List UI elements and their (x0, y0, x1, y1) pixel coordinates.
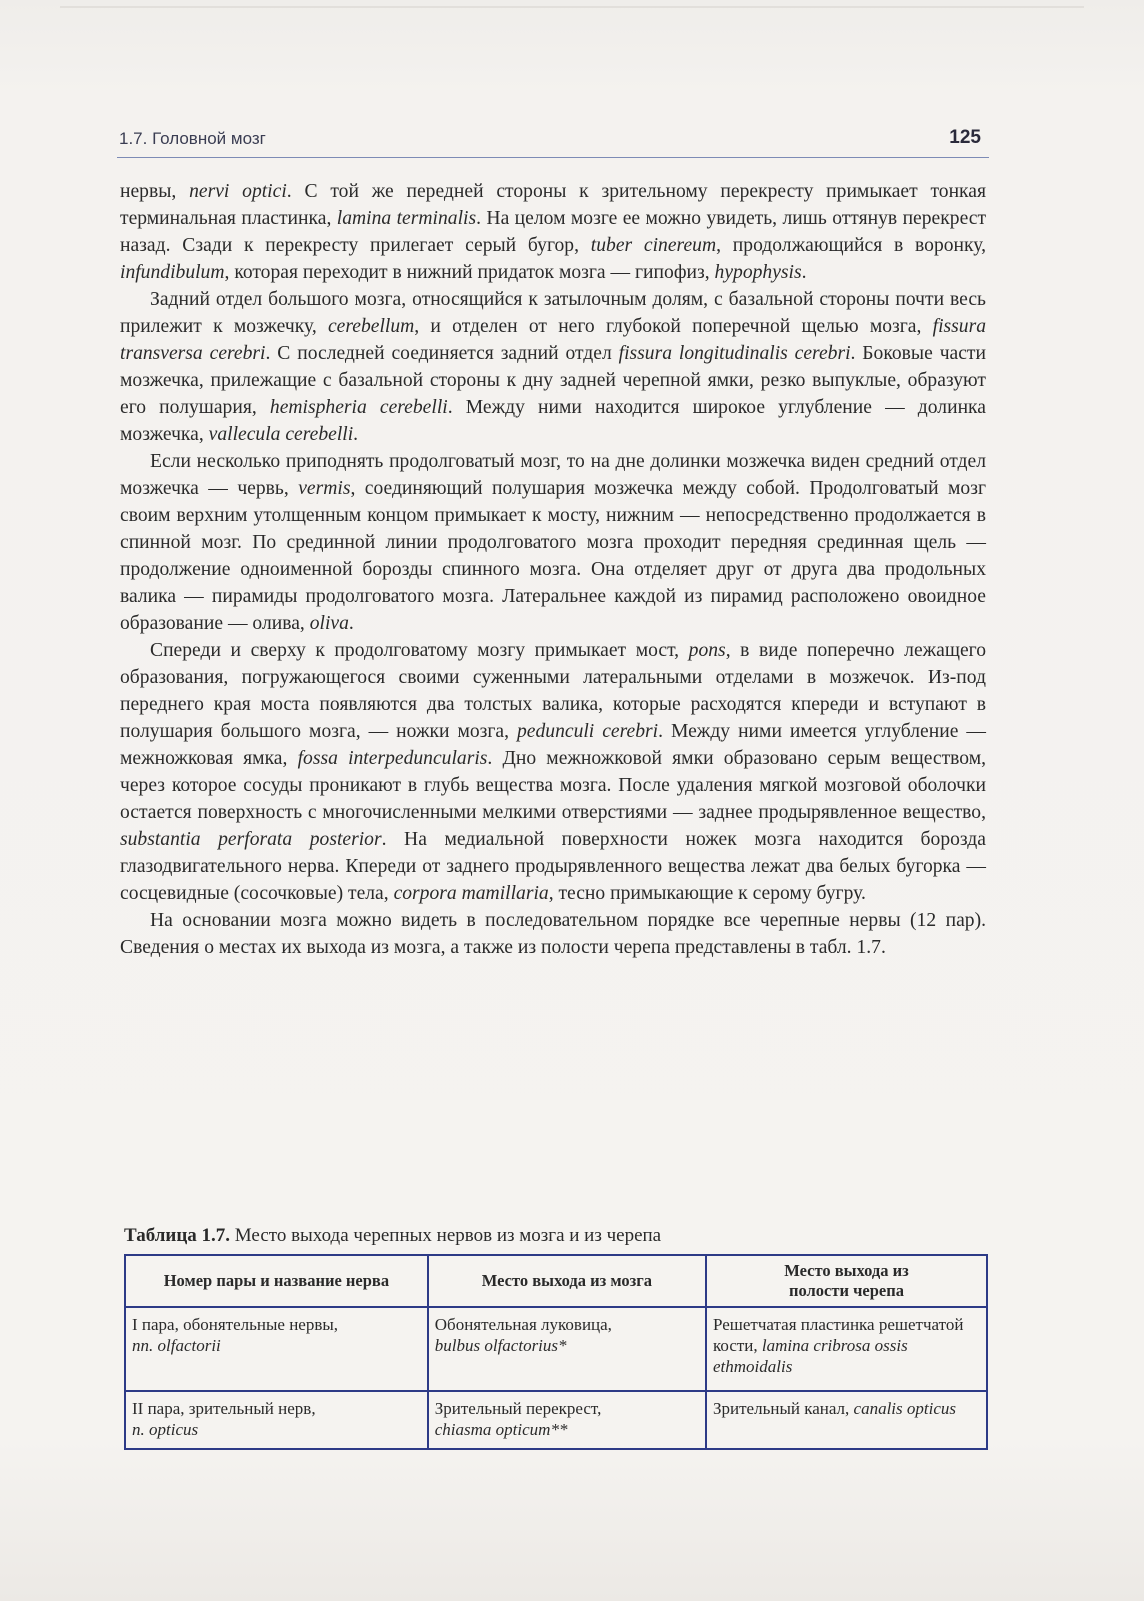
latin-term: canalis opticus (853, 1399, 956, 1418)
page-number: 125 (949, 127, 981, 148)
latin-term: vermis (298, 478, 351, 499)
latin-term: nervi optici (189, 181, 287, 202)
latin-term: vallecula cerebelli (208, 424, 354, 445)
column-header-text: Место выхода из полости черепа (784, 1261, 909, 1300)
latin-term: fissura transversa cerebri (120, 316, 986, 364)
paragraph: Спереди и сверху к продолговатому мозгу примыкает мост, pons, в виде поперечно лежащего образования, погружающегося своими суженными латеральными отделами в мозжечок. Из-под переднего края моста появляются два толстых валика, которые расходятся кпереди и вступают в полушария большого мозга, — ножки мозга, pedunculi cerebri. Между ними имеется углубление — межножковая ямка, fossa interpeduncularis. Дно межножковой ямки образовано серым веществом, через которое сосуды проникают в глубь вещества мозга. После удаления мягкой мозговой оболочки остается поверхность с многочисленными мелкими отверстиями — заднее продырявленное вещество, substantia perforata posterior. На медиальной поверхности ножек мозга находится борозда глазодвигательного нерва. Кпереди от заднего продырявленного вещества лежат два белых бугорка — сосцевидные (сосочковые) тела, corpora mamillaria, тесно примыкающие к серому бугру. (120, 640, 986, 904)
latin-term: lamina cribrosa ossis ethmoidalis (713, 1336, 908, 1376)
column-header: Номер пары и название нерва (125, 1255, 428, 1307)
paragraph: Задний отдел большого мозга, относящийся к затылочным долям, с базальной стороны почти весь прилежит к мозжечку, cerebellum, и отделен от него глубокой поперечной щелью мозга, fissura transversa cerebri. С последней соединяется задний отдел fissura longitudinalis cerebri. Боковые части мозжечка, прилежащие с базальной стороны к дну задней черепной ямки, резко выпуклые, образуют его полушария, hemispheria cerebelli. Между ними находится широкое углубление — долинка мозжечка, vallecula cerebelli. (120, 289, 986, 445)
table-cell: Решетчатая пластинка решетчатой кости, lamina cribrosa ossis ethmoidalis (706, 1307, 987, 1391)
table-cell: Зрительный канал, canalis opticus (706, 1391, 987, 1449)
latin-term: lamina terminalis (336, 208, 477, 229)
table-row (125, 1307, 987, 1391)
column-header: Место выхода из мозга (428, 1255, 706, 1307)
latin-term: fissura longitudinalis cerebri (618, 343, 851, 364)
table-cell: Обонятельная луковица, bulbus olfactorius* (428, 1307, 706, 1391)
latin-term: chiasma opticum** (434, 1420, 568, 1439)
latin-term: substantia perforata posterior (120, 829, 382, 850)
top-edge-line (60, 6, 1084, 8)
latin-term: hypophysis (714, 262, 802, 283)
table-cell: Зрительный перекрест, chiasma opticum** (428, 1391, 706, 1449)
section-title: 1.7. Головной мозг (119, 129, 266, 148)
paragraph: Если несколько приподнять продолговатый мозг, то на дне долинки мозжечка виден средний отдел мозжечка — червь, vermis, соединяющий полушария мозжечка между собой. Продолговатый мозг своим верхним утолщенным концом примыкает к мосту, нижним — непосредственно продолжается в спинной мозг. По срединной линии продолговатого мозга проходит передняя срединная щель — продолжение одноименной борозды спинного мозга. Она отделяет друг от друга два продольных валика — пирамиды продолговатого мозга. Латеральнее каждой из пирамид расположено овоидное образование — олива, oliva. (120, 451, 986, 634)
latin-term: nn. olfactorii (132, 1336, 221, 1355)
paragraph: На основании мозга можно видеть в последовательном порядке все черепные нервы (12 пар). Сведения о местах их выхода из мозга, а также из полости черепа представлены в табл. 1.7. (120, 910, 986, 958)
table-cell: I пара, обонятельные нервы, nn. olfactorii (125, 1307, 428, 1391)
latin-term: fossa interpeduncularis (297, 748, 488, 769)
column-header (706, 1255, 987, 1307)
latin-term: corpora mamillaria (393, 883, 549, 904)
table-cell: II пара, зрительный нерв, n. opticus (125, 1391, 428, 1449)
cranial-nerves-table (124, 1254, 988, 1450)
table-caption (124, 1224, 984, 1248)
latin-term: bulbus olfactorius* (434, 1336, 567, 1355)
latin-term: n. opticus (132, 1420, 199, 1439)
table-caption-text: Место выхода черепных нервов из мозга и из черепа (230, 1225, 662, 1246)
latin-term: pedunculi cerebri (516, 721, 659, 742)
running-header (117, 127, 989, 158)
latin-term: cerebellum (327, 316, 415, 337)
latin-term: pons (688, 640, 726, 661)
body-text (120, 178, 986, 961)
table-caption-label: Таблица 1.7. (124, 1225, 231, 1246)
latin-term: hemispheria cerebelli (269, 397, 448, 418)
paragraph: нервы, nervi optici. С той же передней стороны к зрительному перекресту примыкает тонкая терминальная пластинка, lamina terminalis. На целом мозге ее можно увидеть, лишь оттянув перекрест назад. Сзади к перекресту прилегает серый бугор, tuber cinereum, продолжающийся в воронку, infundibulum, которая переходит в нижний придаток мозга — гипофиз, hypophysis. (120, 181, 987, 283)
table-row (125, 1391, 987, 1449)
latin-term: oliva (309, 613, 349, 634)
table-header-row (125, 1255, 987, 1307)
latin-term: tuber cinereum (590, 235, 717, 256)
latin-term: infundibulum (120, 262, 225, 283)
